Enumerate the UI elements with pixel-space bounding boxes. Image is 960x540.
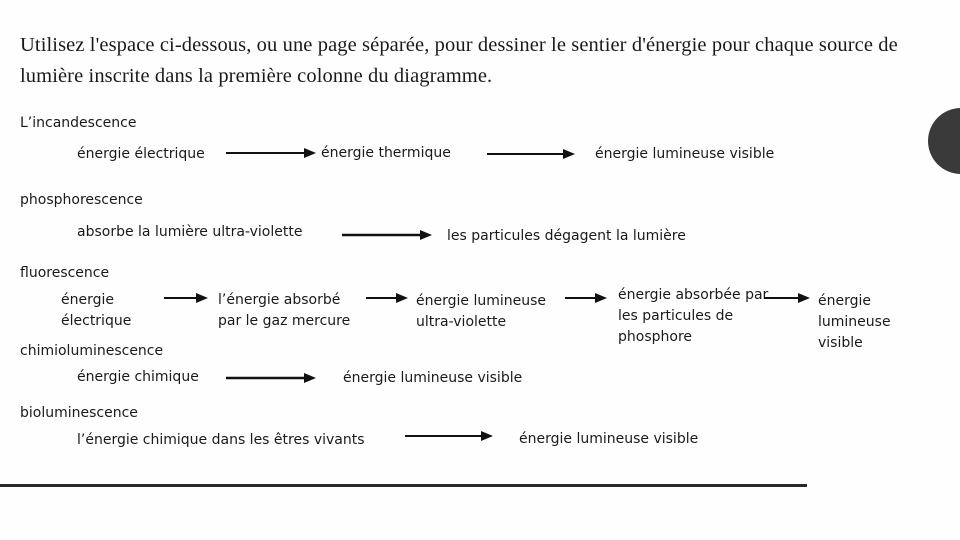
arrow-icon [565,292,607,304]
arrow-icon [405,430,493,442]
fluorescence-step-5: énergie lumineuse visible [818,293,891,351]
fluorescence-step-4: énergie absorbée par les particules de phosphore [618,287,769,345]
arrow-icon [342,229,432,241]
bioluminescence-step-1: l’énergie chimique dans les êtres vivants [77,432,365,448]
chimiluminescence-heading: chimioluminescence [20,343,164,359]
decorative-circle [928,108,960,174]
fluorescence-step-3: énergie lumineuse ultra-violette [416,293,547,330]
bioluminescence-step-2: énergie lumineuse visible [519,431,699,447]
phosphorescence-step-1: absorbe la lumière ultra-violette [77,224,303,240]
chimiluminescence-step-2: énergie lumineuse visible [343,370,523,386]
incandescence-step-1: énergie électrique [77,146,205,162]
chimiluminescence-step-1: énergie chimique [77,369,199,385]
page-title: Utilisez l'espace ci-dessous, ou une page séparée, pour dessiner le sentier d'énergie pour chaque source de lumière inscrite dans la première colonne du diagramme. [20,34,898,87]
bioluminescence-heading: bioluminescence [20,405,138,421]
incandescence-heading: L’incandescence [20,115,137,131]
arrow-icon [226,372,316,384]
fluorescence-step-1: énergie électrique [61,292,132,329]
incandescence-step-3: énergie lumineuse visible [595,146,775,162]
incandescence-step-2: énergie thermique [321,145,451,161]
bottom-divider [0,484,807,487]
arrow-icon [226,147,316,159]
phosphorescence-step-2: les particules dégagent la lumière [447,228,686,244]
fluorescence-heading: fluorescence [20,265,110,281]
fluorescence-step-2: l’énergie absorbé par le gaz mercure [218,292,351,329]
phosphorescence-heading: phosphorescence [20,192,143,208]
arrow-icon [487,148,575,160]
arrow-icon [366,292,408,304]
arrow-icon [164,292,208,304]
arrow-icon [764,292,810,304]
